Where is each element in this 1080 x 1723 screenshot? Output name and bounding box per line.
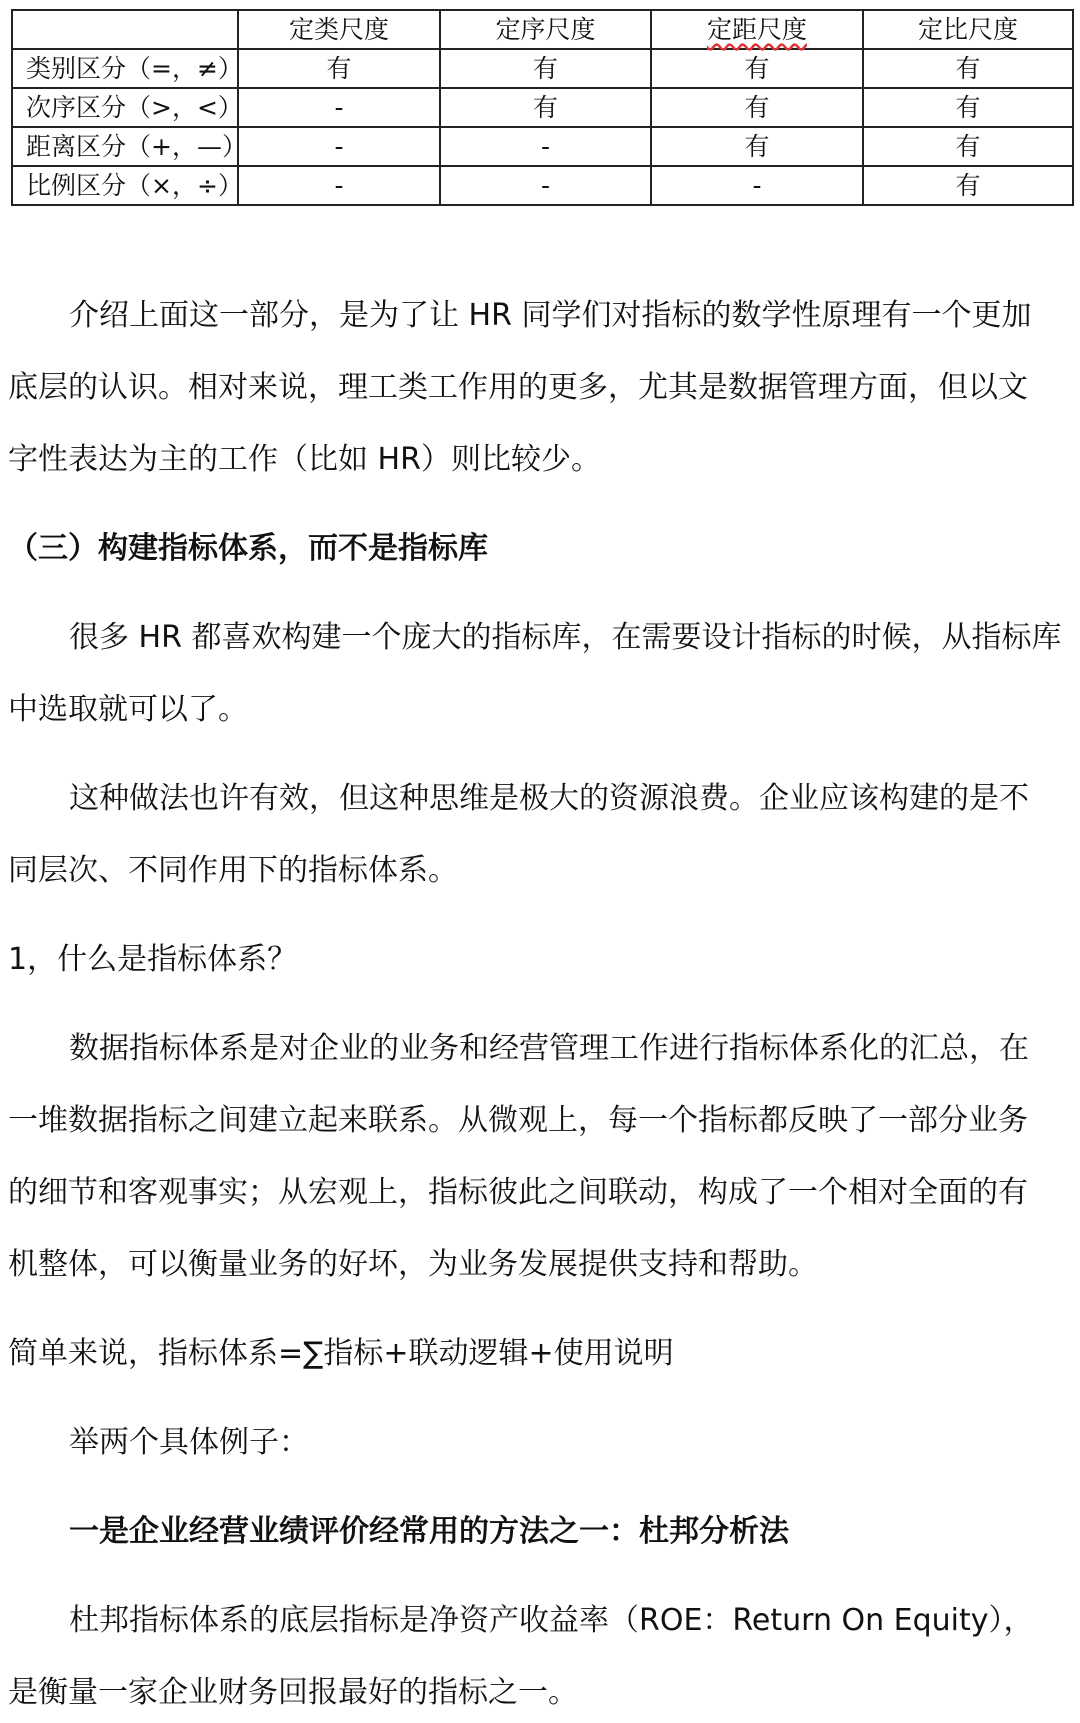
table-cell: 有 xyxy=(651,127,863,166)
table-cell: 有 xyxy=(863,166,1073,205)
table-cell: - xyxy=(440,127,651,166)
table-cell: - xyxy=(651,166,863,205)
paragraph-line: 中选取就可以了。 xyxy=(8,692,248,727)
table-cell: 有 xyxy=(651,88,863,127)
table-header-row xyxy=(12,10,1073,49)
formula-line: 简单来说，指标体系=∑指标+联动逻辑+使用说明 xyxy=(8,1336,674,1371)
paragraph-line: 是衡量一家企业财务回报最好的指标之一。 xyxy=(8,1675,578,1710)
header-interval-scale-text: 定距尺度 xyxy=(706,15,807,44)
paragraph-line: 一堆数据指标之间建立起来联系。从微观上，每一个指标都反映了一部分业务 xyxy=(8,1103,1028,1138)
table-row xyxy=(12,166,1073,205)
paragraph-line: 字性表达为主的工作（比如 HR）则比较少。 xyxy=(8,442,601,477)
header-ratio-scale: 定比尺度 xyxy=(863,10,1073,49)
paragraph-line: 机整体，可以衡量业务的好坏，为业务发展提供支持和帮助。 xyxy=(8,1247,818,1282)
example-title: 一是企业经营业绩评价经常用的方法之一：杜邦分析法 xyxy=(69,1514,789,1549)
examples-intro: 举两个具体例子： xyxy=(69,1425,309,1460)
header-interval-scale xyxy=(651,10,863,49)
paragraph-line: 的细节和客观事实；从宏观上，指标彼此之间联动，构成了一个相对全面的有 xyxy=(8,1175,1028,1210)
table-cell: - xyxy=(238,166,440,205)
paragraph-line: 很多 HR 都喜欢构建一个庞大的指标库，在需要设计指标的时候，从指标库 xyxy=(69,620,1062,655)
table-row xyxy=(12,127,1073,166)
row-label-order: 次序区分（>，<） xyxy=(12,88,238,127)
section-heading: （三）构建指标体系，而不是指标库 xyxy=(8,531,488,566)
row-label-ratio: 比例区分（×，÷） xyxy=(12,166,238,205)
table-cell: 有 xyxy=(651,49,863,88)
table-cell: 有 xyxy=(863,88,1073,127)
table-corner-cell xyxy=(12,10,238,49)
paragraph-line: 介绍上面这一部分，是为了让 HR 同学们对指标的数学性原理有一个更加 xyxy=(69,298,1032,333)
table-cell: 有 xyxy=(440,49,651,88)
row-label-category: 类别区分（=，≠） xyxy=(12,49,238,88)
table-cell: - xyxy=(238,127,440,166)
header-nominal-scale: 定类尺度 xyxy=(238,10,440,49)
table-cell: - xyxy=(238,88,440,127)
paragraph-line: 杜邦指标体系的底层指标是净资产收益率（ROE：Return On Equity）， xyxy=(69,1603,1034,1638)
table-cell: 有 xyxy=(863,127,1073,166)
header-ordinal-scale: 定序尺度 xyxy=(440,10,651,49)
measurement-scale-table xyxy=(11,9,1074,206)
paragraph-line: 数据指标体系是对企业的业务和经营管理工作进行指标体系化的汇总，在 xyxy=(69,1031,1029,1066)
paragraph-line: 这种做法也许有效，但这种思维是极大的资源浪费。企业应该构建的是不 xyxy=(69,781,1029,816)
subheading-what-is-index-system: 1，什么是指标体系？ xyxy=(8,942,298,977)
paragraph-line: 同层次、不同作用下的指标体系。 xyxy=(8,853,458,888)
table-cell: 有 xyxy=(238,49,440,88)
table-cell: 有 xyxy=(440,88,651,127)
table-row xyxy=(12,49,1073,88)
table-cell: 有 xyxy=(863,49,1073,88)
table-cell: - xyxy=(440,166,651,205)
paragraph-line: 底层的认识。相对来说，理工类工作用的更多，尤其是数据管理方面，但以文 xyxy=(8,370,1028,405)
row-label-distance: 距离区分（+，—） xyxy=(12,127,238,166)
table-row xyxy=(12,88,1073,127)
